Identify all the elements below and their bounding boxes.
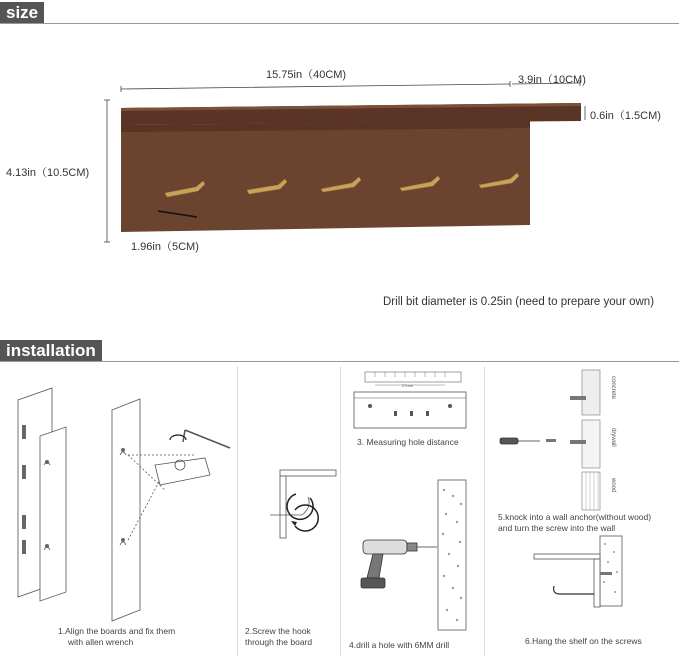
- step1-illustration: [0, 370, 240, 630]
- hanging-hook: [554, 586, 594, 594]
- screwdriver-icon: [500, 438, 540, 444]
- drill-bit-note: Drill bit diameter is 0.25in (need to prepare your own): [383, 296, 655, 308]
- step4-illustration: [345, 478, 485, 638]
- installation-header-line: [0, 361, 679, 362]
- step4-caption: 4.drill a hole with 6MM drill: [349, 640, 450, 650]
- step6-illustration: [490, 532, 670, 637]
- height-dimension: 4.13in（10.5CM): [6, 167, 90, 179]
- drill-icon: [361, 540, 437, 588]
- wall-panel: [438, 480, 466, 630]
- wall-shelf-illustration: [0, 0, 679, 260]
- hook-spacing-dimension: 1.96in（5CM): [131, 241, 199, 253]
- measuring-ruler: [365, 372, 461, 382]
- concrete-label: concrete: [610, 376, 616, 400]
- step5-illustration: [490, 368, 670, 518]
- length-dimension: 15.75in（40CM): [266, 69, 347, 81]
- step3-illustration: [350, 368, 480, 438]
- step3-caption: 3. Measuring hole distance: [357, 437, 459, 447]
- wood-label: wood: [610, 478, 616, 493]
- installation-section-label: installation: [0, 340, 102, 362]
- concrete-wall: [582, 370, 600, 415]
- wood-wall: [582, 472, 600, 510]
- depth-dimension: 3.9in（10CM): [518, 74, 586, 86]
- thickness-dimension: 0.6in（1.5CM): [590, 110, 661, 122]
- step1-caption: 1.Align the boards and fix them with allen wrench: [58, 626, 176, 647]
- wall-panel-step6: [600, 536, 622, 606]
- size-section-label: size: [0, 2, 44, 24]
- measured-board: [354, 392, 466, 428]
- divider-2: [340, 366, 341, 656]
- measure-label: 27mm: [402, 383, 414, 388]
- step6-caption: 6.Hang the shelf on the screws: [525, 636, 642, 646]
- step2-caption: 2.Screw the hook through the board: [245, 626, 313, 647]
- step5-caption: 5.knock into a wall anchor(without wood) and turn the screw into the wall: [498, 512, 652, 533]
- drywall-label: drywall: [610, 428, 616, 447]
- step2-illustration: [240, 460, 340, 580]
